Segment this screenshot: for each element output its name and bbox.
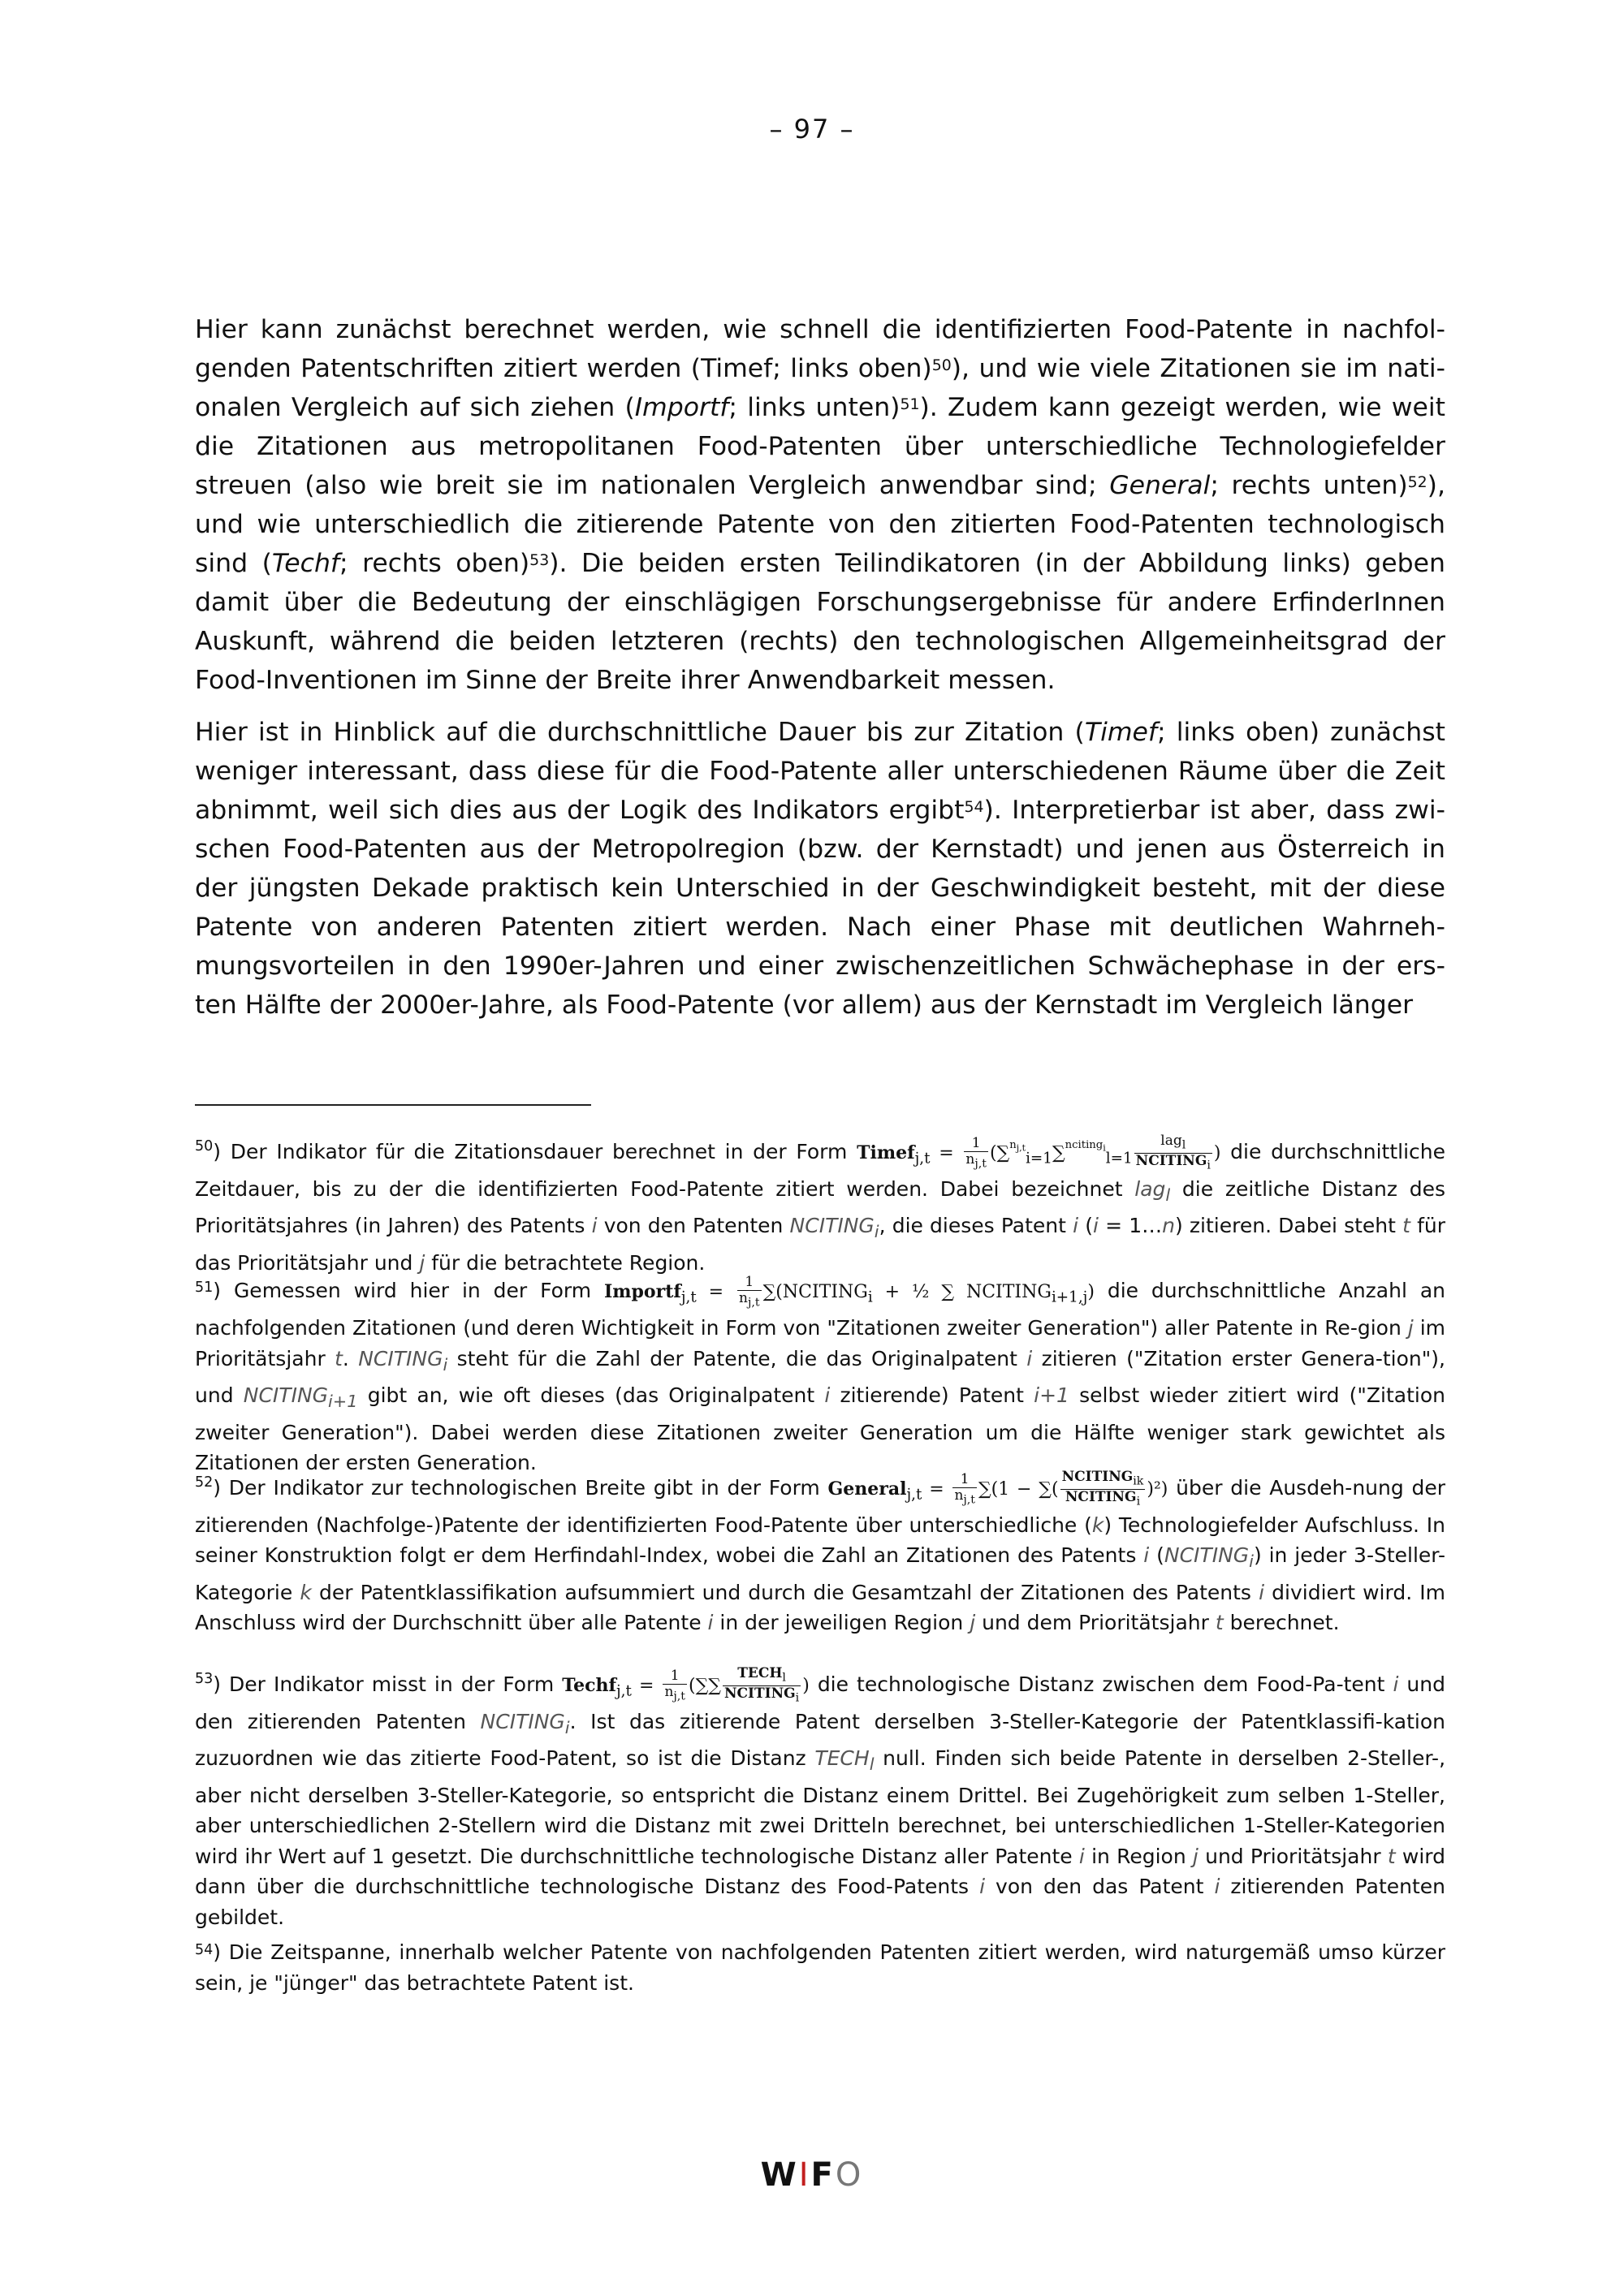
formula-general — [827, 1469, 1168, 1508]
formula-body: )²) — [1147, 1478, 1168, 1500]
num: 1 — [663, 1668, 687, 1685]
text: zitierende) Patent — [830, 1383, 1034, 1408]
var: i — [1259, 1580, 1265, 1604]
den — [737, 1291, 762, 1310]
den-main: n — [965, 1150, 975, 1167]
footnote-separator — [195, 1104, 591, 1106]
var: NCITING — [789, 1214, 875, 1238]
text: ) Der Indikator misst in der Form — [213, 1672, 563, 1696]
den — [723, 1686, 801, 1706]
den-main: n — [954, 1487, 964, 1504]
var: i+1 — [1034, 1383, 1069, 1408]
sub: j,t — [974, 1157, 987, 1171]
text: ( — [1149, 1543, 1164, 1568]
den-main: NCITING — [1065, 1489, 1137, 1506]
num — [723, 1666, 801, 1686]
sub: j,t — [1016, 1142, 1026, 1154]
den — [1134, 1154, 1212, 1173]
sub: l — [1181, 1138, 1186, 1152]
sum: (∑ — [989, 1142, 1010, 1163]
text: und den zitierenden Patenten — [195, 1672, 1445, 1733]
footnote-ref-53[interactable]: 53 — [529, 551, 550, 569]
footnote-54 — [195, 1937, 1445, 1998]
eq: = — [708, 1282, 736, 1303]
var: j — [1407, 1316, 1414, 1340]
sup: n — [1009, 1139, 1017, 1151]
logo-letter: O — [835, 2156, 864, 2194]
fraction — [723, 1666, 801, 1707]
text: ) Der Indikator für die Zitationsdauer berechnet in der Form — [213, 1139, 857, 1163]
text: ; links oben) zunächst weniger interessant, dass diese für die Food-Patente aller unterschiedenen Räume über die Zeit abnimmt, weil sich dies aus der Logik des Indikators ergibt — [195, 718, 1445, 825]
formula-body: ) — [1087, 1282, 1095, 1303]
var: i — [1078, 1844, 1085, 1868]
text: ) Der Indikator zur technologischen Breite gibt in der Form — [213, 1475, 828, 1500]
sub: l — [1165, 1185, 1171, 1205]
text: ). Die beiden ersten Teilindikatoren (in der Abbildung links) geben damit über die Bedeutung der einschlägigen Forschungsergebnisse für andere ErfinderInnen Auskunft, während die beiden letzteren (rechts) den technologischen Allgemeinheitsgrad der Food-Inventionen im Sinne der Breite ihrer Anwendbarkeit messen. — [195, 549, 1445, 695]
logo-letter: F — [810, 2156, 836, 2194]
text: ( — [1078, 1214, 1093, 1238]
text: null. Finden sich beide Patente in derselben 2-Steller-, aber nicht derselben 3-Steller-Kategorie, so entspricht die Distanz einem Drittel. Bei Zugehörigkeit zum selben 1-Steller, aber unterschiedlichen 2-Stellern wird die Distanz mit zwei Dritteln berechnet, bei unterschiedlichen 1-Steller-Kategorien wird ihr Wert auf 1 gesetzt. Die durchschnittliche technologische Distanz aller Patente — [195, 1746, 1446, 1868]
footnote-mark: 50 — [195, 1138, 214, 1154]
fraction — [952, 1472, 977, 1508]
text: die durchschnittliche Zeitdauer, bis zu der die identifizierten Food-Patente zitiert werden. Dabei bezeichnet — [195, 1139, 1446, 1201]
eq: = — [929, 1478, 952, 1500]
term-timef: Timef — [1084, 718, 1157, 747]
footnote-mark: 53 — [195, 1671, 214, 1687]
text: und dem Prioritätsjahr — [975, 1611, 1216, 1635]
fraction — [737, 1275, 762, 1310]
formula-importf — [603, 1274, 1095, 1310]
formula-lhs: Timef — [857, 1142, 915, 1163]
var: t — [1387, 1844, 1396, 1868]
footnote-mark: 54 — [195, 1942, 214, 1958]
text: berechnet. — [1223, 1611, 1340, 1635]
logo-letter: I — [798, 2156, 811, 2194]
formula-body: + ½ ∑ NCITING — [872, 1282, 1052, 1303]
sub: i — [1103, 1142, 1106, 1154]
var: j — [419, 1250, 425, 1275]
text: ) Technologiefelder Aufschluss. In seiner Konstruktion folgt er dem Herfindahl-Index, wobei die Zahl an Zitationen des Patents — [195, 1513, 1445, 1568]
text: ) Gemessen wird hier in der Form — [213, 1279, 604, 1303]
sub: i — [443, 1354, 448, 1375]
footnote-53 — [195, 1666, 1445, 1932]
fraction — [1060, 1470, 1146, 1510]
text: ). Zudem kann gezeigt werden, wie weit die Zitationen aus metropolitanen Food-Patenten über unterschiedliche Technologiefelder streuen (also wie breit sie im nationalen Vergleich anwendbar sind; — [195, 393, 1445, 500]
text: steht für die Zahl der Patente, die das Originalpatent — [447, 1346, 1027, 1370]
text: in der jeweiligen Region — [713, 1611, 970, 1635]
den-main: NCITING — [1135, 1153, 1207, 1170]
den-main: n — [739, 1290, 748, 1306]
formula-body: (∑∑ — [688, 1675, 721, 1696]
num-main: NCITING — [1061, 1469, 1134, 1485]
var: i — [1093, 1214, 1099, 1238]
text: zitierenden Patenten gebildet. — [195, 1875, 1446, 1929]
sub: i+1 — [328, 1392, 358, 1412]
text: und — [1198, 1844, 1244, 1868]
sub: i — [564, 1717, 570, 1737]
fraction — [663, 1668, 687, 1704]
formula-body: ) — [802, 1675, 810, 1696]
fraction — [964, 1136, 988, 1172]
text: . — [342, 1346, 359, 1370]
var: i — [1073, 1214, 1079, 1238]
text: = 1… — [1098, 1214, 1163, 1238]
text: die technologische Distanz zwischen dem Food-Pa-tent — [809, 1672, 1393, 1696]
footnote-ref-51[interactable]: 51 — [900, 395, 920, 413]
text: gibt an, wie oft dieses (das Originalpatent — [357, 1383, 825, 1408]
num: 1 — [952, 1472, 977, 1488]
formula-timef: Timef$_{j,t}$ = $\frac{1}{n_{j,t}}$ (∑$^{n_{j,t}}_{i=1}$∑$^{nciting_i}_{l=1}$ $\frac{lag_l}{NCITING_i}$ ) — [857, 1133, 1221, 1172]
sub: i+1,j — [1051, 1288, 1088, 1306]
paren: ) — [1213, 1142, 1221, 1163]
num-main: lag — [1160, 1133, 1182, 1149]
text: . Ist das zitierende Patent derselben 3-Steller-Kategorie der Patentklassifi-kation zuzuordnen wie das zitierte Food-Patent, so ist die Distanz — [195, 1709, 1445, 1771]
text: Hier kann zunächst berechnet werden, wie schnell die identifizierten Food-Patente in nachfol-genden Patentschriften zitiert werden (Timef; links oben) — [195, 315, 1445, 383]
text: dividiert wird. Im Anschluss wird der Durchschnitt über alle Patente — [195, 1580, 1446, 1635]
var: t — [335, 1346, 343, 1370]
var: NCITING — [358, 1346, 443, 1370]
text: der Patentklassifikation aufsummiert und durch die Gesamtzahl der Zitationen des Patents — [311, 1580, 1259, 1604]
var: i — [1143, 1543, 1150, 1568]
eq: = — [638, 1675, 662, 1696]
den — [952, 1488, 977, 1508]
text: von den das Patent — [985, 1875, 1215, 1899]
text: ) in jeder 3-Steller-Kategorie — [195, 1543, 1446, 1604]
sub: l — [869, 1754, 875, 1775]
var: i — [824, 1383, 831, 1408]
text: ). Interpretierbar ist aber, dass zwi-schen Food-Patenten aus der Metropolregion (bzw. der Kernstadt) und jenen aus Österreich in der jüngsten Dekade praktisch kein Unterschied in der Geschwindigkeit besteht, mit der diese Patente von anderen Patenten zitiert werden. Nach einer Phase mit deutlichen Wahrneh-mungsvorteilen in den 1990er-Jahren und einer zwischenzeitlichen Schwächephase in der ers-ten Hälfte der 2000er-Jahre, als Food-Patente (vor allem) aus der Kernstadt im Vergleich länger — [195, 796, 1446, 1020]
text: in Region — [1084, 1844, 1193, 1868]
var: lag — [1134, 1176, 1166, 1201]
sub: i — [1207, 1159, 1211, 1172]
sup: nciting — [1065, 1139, 1104, 1151]
fraction — [1134, 1133, 1212, 1174]
var: i — [1026, 1346, 1033, 1370]
num-main: TECH — [737, 1665, 783, 1681]
text: für die betrachtete Region. — [425, 1250, 706, 1275]
footnote-52 — [195, 1470, 1445, 1638]
sub: j,t — [680, 1288, 697, 1306]
text: die zeitliche Distanz des Prioritätsjahres (in Jahren) des Patents — [195, 1176, 1445, 1238]
footnote-mark: 51 — [195, 1280, 214, 1296]
var: i — [1214, 1875, 1220, 1899]
text: zitieren ("Zitation erster Genera-tion"), und — [195, 1346, 1445, 1408]
den — [663, 1685, 687, 1704]
footnote-50 — [195, 1133, 1445, 1278]
sub: l=1 — [1105, 1150, 1133, 1167]
sub: i — [1136, 1495, 1141, 1508]
var: i — [979, 1875, 986, 1899]
text: ; links unten) — [728, 393, 901, 422]
text: im Prioritätsjahr — [195, 1316, 1445, 1370]
text: , die dieses Patent — [879, 1214, 1073, 1238]
sub: i — [1249, 1552, 1254, 1572]
footnote-ref-54[interactable]: 54 — [964, 798, 984, 816]
sum: ∑ — [1052, 1142, 1065, 1163]
paragraph-2 — [195, 713, 1445, 1025]
text: ) zitieren. Dabei steht — [1175, 1214, 1403, 1238]
var: NCITING — [480, 1709, 565, 1733]
text: selbst wieder zitiert wird ("Zitation zweiter Generation"). Dabei werden diese Zitationen zweiter Generation um die Hälfte weniger stark gewichtet als Zitationen der ersten Generation. — [195, 1383, 1445, 1475]
footnote-ref-50[interactable]: 50 — [931, 356, 952, 374]
var: j — [1192, 1844, 1199, 1868]
text: ; rechts unten) — [1210, 471, 1408, 500]
footnote-51 — [195, 1275, 1445, 1478]
sub: i — [874, 1222, 879, 1242]
footnote-ref-52[interactable]: 52 — [1407, 473, 1427, 491]
var: i — [1393, 1672, 1399, 1696]
var: j — [970, 1611, 976, 1635]
footnote-mark: 52 — [195, 1474, 214, 1491]
text: wird dann über die durchschnittliche technologische Distanz des Food-Patents — [195, 1844, 1445, 1899]
formula-techf — [562, 1665, 810, 1705]
text: ), und wie unterschiedlich die zitierende Patente von den zitierten Food-Patenten technologisch sind ( — [195, 471, 1445, 578]
num — [1060, 1470, 1146, 1490]
text: für das Prioritätsjahr und — [195, 1214, 1446, 1275]
var: n — [1162, 1214, 1175, 1238]
text: über die Ausdeh-nung der zitierenden (Nachfolge-)Patente der identifizierten Food-Patente über unterschiedliche ( — [195, 1475, 1446, 1537]
text: ), und wie viele Zitationen sie im nati-onalen Vergleich auf sich ziehen ( — [195, 354, 1445, 422]
var: NCITING — [243, 1383, 329, 1408]
num — [1134, 1133, 1212, 1154]
var: t — [1215, 1611, 1224, 1635]
sub: j,t — [616, 1682, 632, 1700]
var: t — [1402, 1214, 1410, 1238]
formula-lhs: Techf — [562, 1674, 616, 1696]
var: k — [1091, 1513, 1104, 1537]
text: Hier ist in Hinblick auf die durchschnittliche Dauer bis zur Zitation ( — [195, 718, 1085, 747]
sub: j,t — [906, 1486, 922, 1504]
page-number: – 97 – — [769, 114, 855, 145]
text: die durchschnittliche Anzahl an nachfolgenden Zitationen (und deren Wichtigkeit in Form von "Zitationen zweiter Generation") aller Patente in Re-gion — [195, 1279, 1445, 1340]
text: ) Die Zeitspanne, innerhalb welcher Patente von nachfolgenden Patenten zitiert werden, wird naturgemäß umso kürzer sein, je "jünger" das betrachtete Patent ist. — [195, 1940, 1445, 1995]
term-techf: Techf — [271, 549, 340, 578]
sub: j,t — [748, 1296, 760, 1310]
formula-body: ∑(1 − ∑( — [978, 1478, 1059, 1500]
sub: i=1 — [1026, 1150, 1052, 1167]
wifo-logo — [0, 2156, 1624, 2194]
sub: j,t — [673, 1690, 685, 1703]
var: i — [707, 1611, 714, 1635]
term-importf: Importf — [634, 393, 729, 422]
sub: ik — [1133, 1474, 1144, 1488]
formula-lhs: General — [827, 1478, 907, 1500]
var: TECH — [814, 1746, 870, 1771]
logo-letter: W — [760, 2156, 799, 2194]
sub: l — [782, 1671, 786, 1685]
den-main: NCITING — [723, 1685, 796, 1703]
den-main: n — [664, 1683, 674, 1700]
text: ; rechts oben) — [339, 549, 530, 578]
text: von den Patenten — [597, 1214, 790, 1238]
formula-body: ∑(NCITING — [762, 1282, 868, 1303]
sub: j,t — [963, 1493, 975, 1507]
num: 1 — [737, 1275, 762, 1291]
term-general: General — [1109, 471, 1211, 500]
formula-lhs: Importf — [603, 1281, 681, 1303]
paragraph-1 — [195, 310, 1445, 700]
var: i — [591, 1214, 598, 1238]
var: NCITING — [1164, 1543, 1250, 1568]
sub: i — [867, 1288, 873, 1306]
num: 1 — [964, 1136, 988, 1152]
var: k — [300, 1580, 312, 1604]
den — [1060, 1490, 1146, 1509]
sub: j,t — [914, 1150, 931, 1167]
den — [964, 1152, 988, 1172]
text: Prioritätsjahr — [1243, 1844, 1388, 1868]
sub: i — [795, 1691, 800, 1705]
